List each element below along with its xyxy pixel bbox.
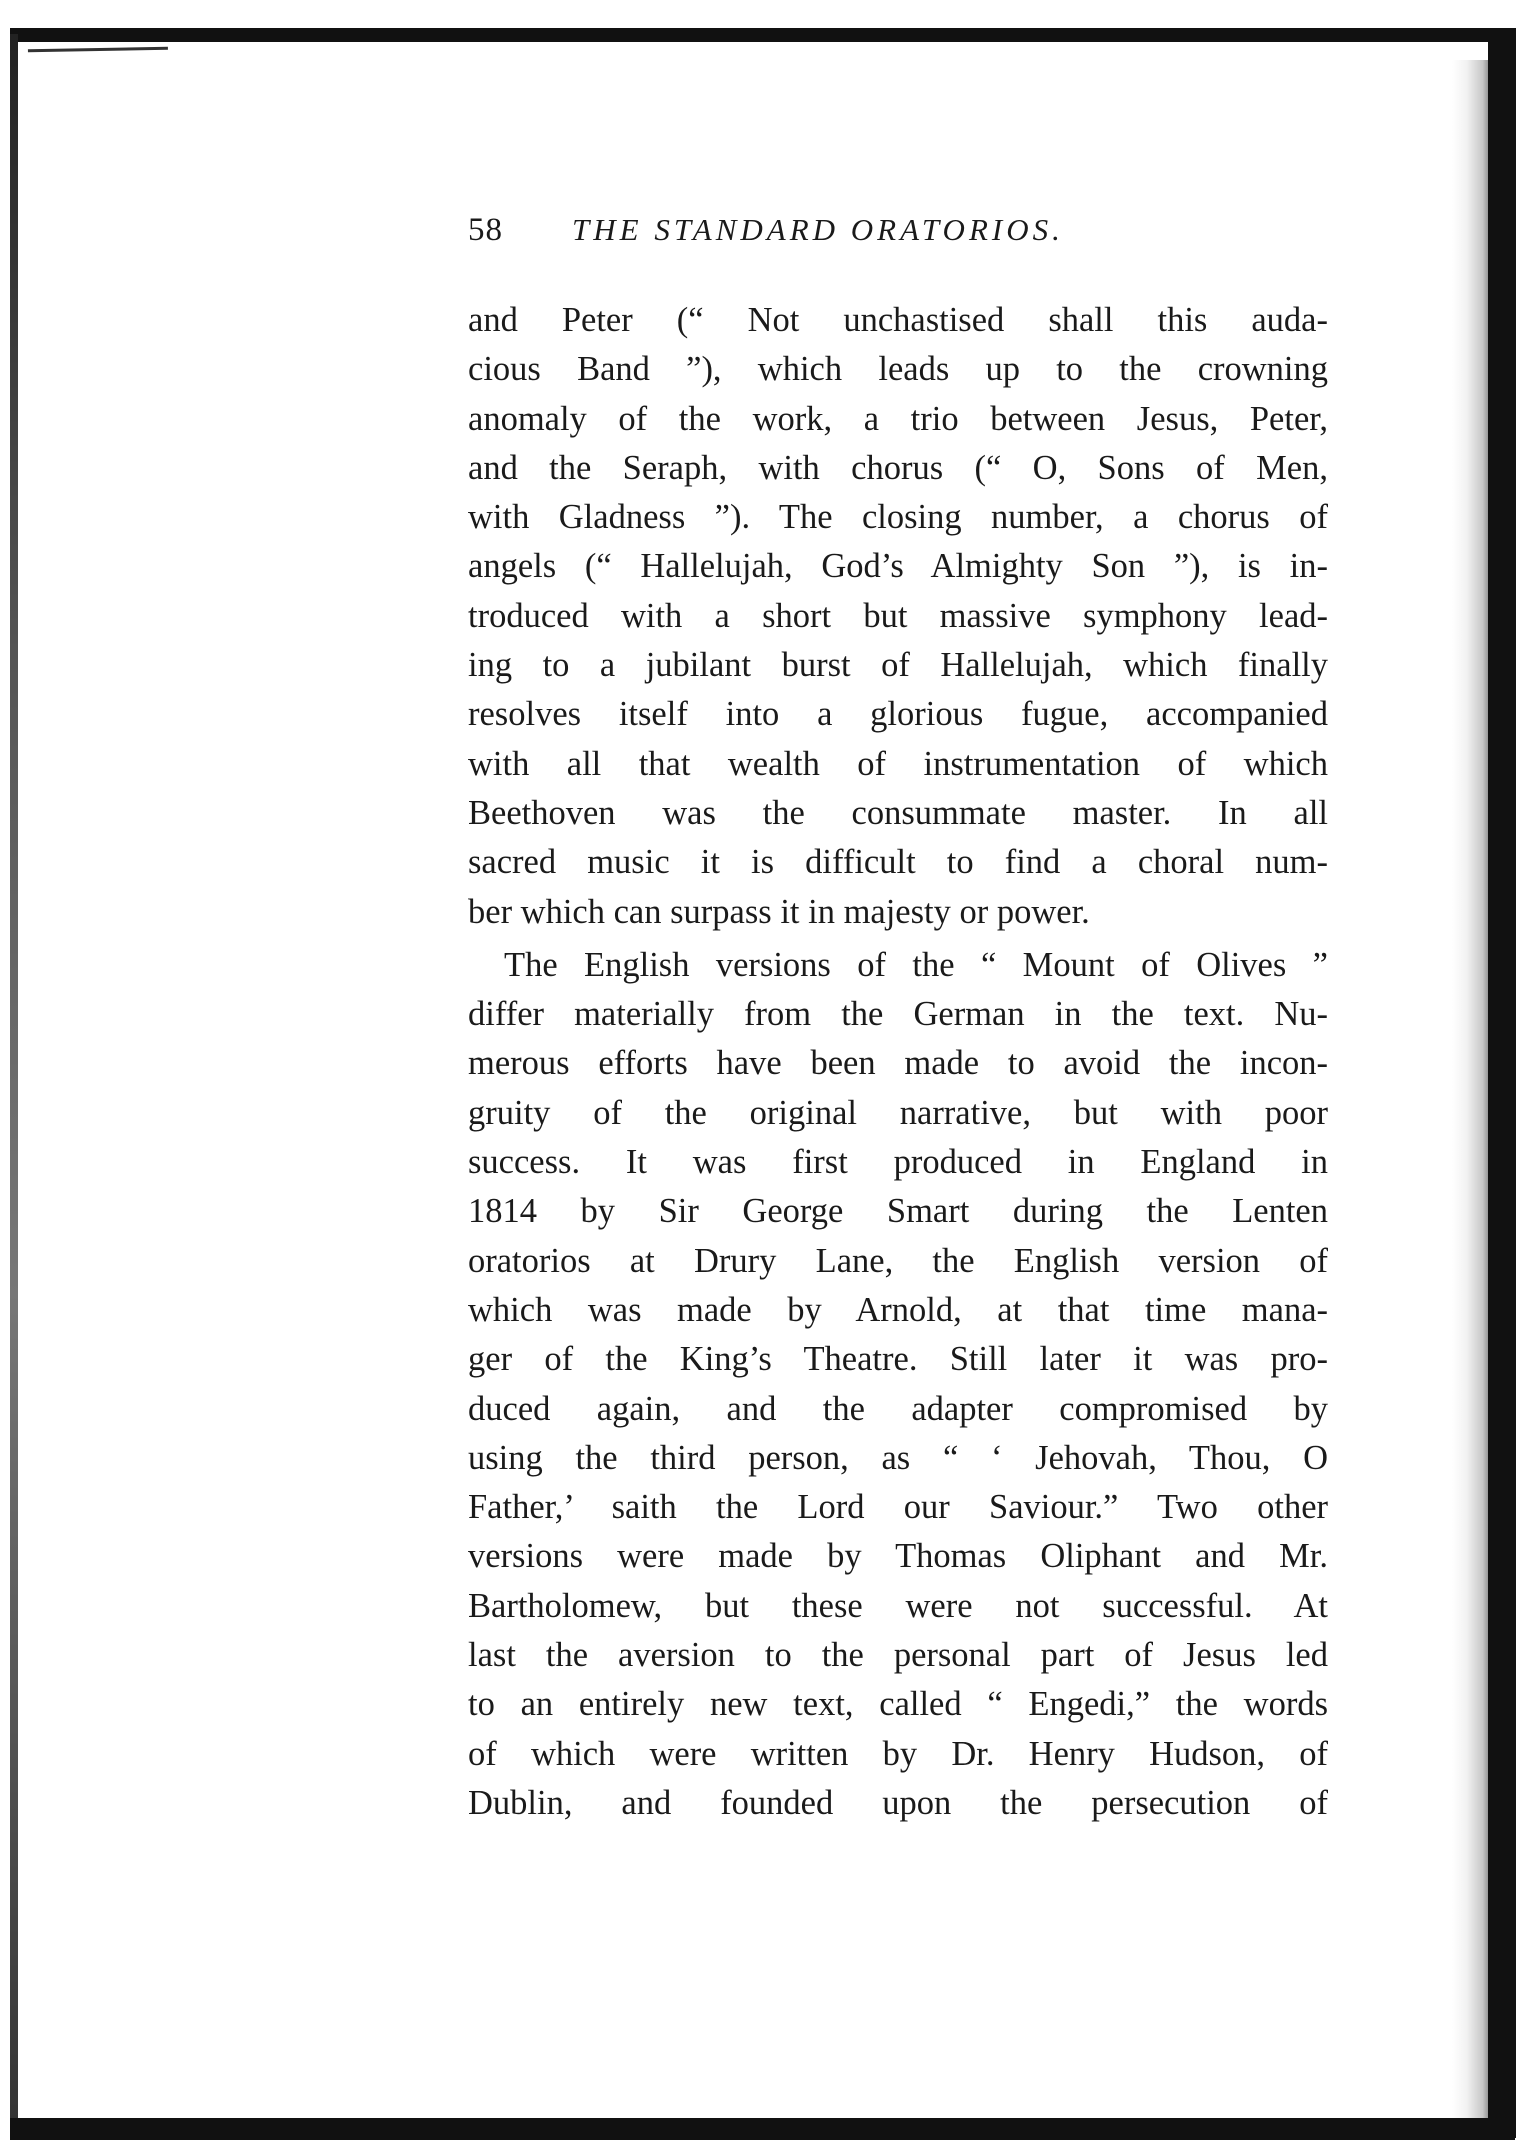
scan-border-right bbox=[1488, 28, 1516, 2138]
text-line: differ materially from the German in the text. Nu- bbox=[468, 995, 1328, 1034]
scan-border-top bbox=[10, 28, 1515, 42]
text-line: sacred music it is difficult to find a choral num- bbox=[468, 843, 1328, 882]
text-line: to an entirely new text, called “ Engedi,” the words bbox=[468, 1685, 1328, 1724]
text-line: merous efforts have been made to avoid the incon- bbox=[468, 1044, 1328, 1083]
running-head bbox=[468, 212, 1328, 260]
text-line: with Gladness ”). The closing number, a chorus of bbox=[468, 498, 1328, 537]
scan-border-left bbox=[10, 34, 18, 2134]
text-line: The English versions of the “ Mount of Olives ” bbox=[504, 945, 1328, 984]
text-line: ber which can surpass it in majesty or power. bbox=[468, 892, 1090, 931]
text-line: using the third person, as “ ‘ Jehovah, Thou, O bbox=[468, 1438, 1328, 1477]
scan-corner-mark bbox=[28, 47, 168, 60]
text-line: and the Seraph, with chorus (“ O, Sons of Men, bbox=[468, 448, 1328, 487]
text-line: last the aversion to the personal part of Jesus led bbox=[468, 1636, 1328, 1675]
book-page bbox=[468, 212, 1328, 1828]
text-line: anomaly of the work, a trio between Jesus, Peter, bbox=[468, 399, 1328, 438]
text-line: angels (“ Hallelujah, God’s Almighty Son ”), is in- bbox=[468, 547, 1328, 586]
scan-shadow-right bbox=[1452, 60, 1488, 2120]
text-line: troduced with a short but massive symphony lead- bbox=[468, 596, 1328, 635]
text-line: versions were made by Thomas Oliphant and Mr. bbox=[468, 1537, 1328, 1576]
text-line: oratorios at Drury Lane, the English version of bbox=[468, 1241, 1328, 1280]
scan-border-bottom bbox=[10, 2118, 1515, 2140]
page-number: 58 bbox=[468, 212, 503, 248]
text-line: 1814 by Sir George Smart during the Lenten bbox=[468, 1192, 1328, 1231]
text-line: Beethoven was the consummate master. In all bbox=[468, 793, 1328, 832]
paragraph-1 bbox=[468, 296, 1328, 937]
text-line: ger of the King’s Theatre. Still later it was pro- bbox=[468, 1340, 1328, 1379]
text-line: Dublin, and founded upon the persecution of bbox=[468, 1783, 1328, 1822]
running-title: THE STANDARD ORATORIOS. bbox=[572, 212, 1064, 247]
text-line: Bartholomew, but these were not successful. At bbox=[468, 1586, 1328, 1625]
text-line: success. It was first produced in England in bbox=[468, 1143, 1328, 1182]
text-line: cious Band ”), which leads up to the crowning bbox=[468, 350, 1328, 389]
paragraph-2 bbox=[468, 941, 1328, 1828]
text-line: ing to a jubilant burst of Hallelujah, which finally bbox=[468, 646, 1328, 685]
text-line: duced again, and the adapter compromised by bbox=[468, 1389, 1328, 1428]
text-line: Father,’ saith the Lord our Saviour.” Two other bbox=[468, 1488, 1328, 1527]
text-line: resolves itself into a glorious fugue, accompanied bbox=[468, 695, 1328, 734]
text-line: which was made by Arnold, at that time mana- bbox=[468, 1290, 1328, 1329]
text-line: and Peter (“ Not unchastised shall this auda- bbox=[468, 301, 1328, 339]
text-line: with all that wealth of instrumentation of which bbox=[468, 744, 1328, 783]
text-line: gruity of the original narrative, but with poor bbox=[468, 1093, 1328, 1132]
text-line: of which were written by Dr. Henry Hudson, of bbox=[468, 1734, 1328, 1773]
